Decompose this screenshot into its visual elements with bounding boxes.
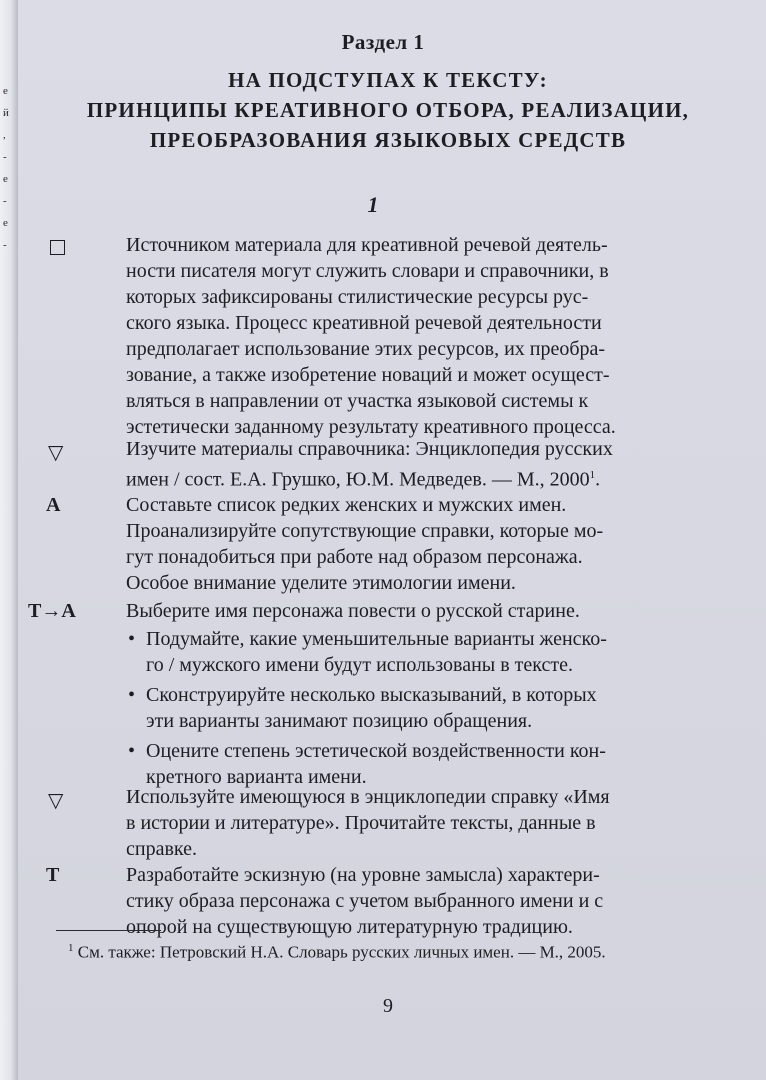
task-marker-t-to-a: Т→А (28, 600, 76, 622)
text-line: гут понадобиться при работе над образом персонажа. (126, 546, 583, 568)
text-line: вляться в направлении от участка языковой системы к (126, 390, 589, 412)
footnote-mark: 1 (68, 942, 74, 954)
triangle-down-icon: ▽ (48, 790, 64, 812)
text-line: Выберите имя персонажа повести о русской старине. (126, 600, 580, 622)
text-line: стику образа персонажа с учетом выбранного имени и с (126, 890, 604, 912)
spine-mark: - (3, 239, 7, 251)
text-line: кретного варианта имени. (146, 766, 367, 788)
section-heading-line-1: НА ПОДСТУПАХ К ТЕКСТУ: (228, 68, 548, 92)
text-line: опорой на существующую литературную традицию. (126, 916, 573, 938)
task-marker-t: Т (46, 864, 60, 886)
text-line: • Оцените степень эстетической воздейственности кон- (146, 740, 606, 762)
task-text (126, 436, 701, 493)
footnote-text: См. также: Петровский Н.А. Словарь русских личных имен. — М., 2005. (73, 942, 606, 962)
text-line: зование, а также изобретение новаций и может осущест- (126, 364, 610, 386)
section-heading-line-2: ПРИНЦИПЫ КРЕАТИВНОГО ОТБОРА, РЕАЛИЗАЦИИ, (86, 98, 690, 122)
text-line: Проанализируйте сопутствующие справки, которые мо- (126, 520, 604, 542)
task-text (126, 784, 701, 862)
spine-marks (3, 80, 13, 256)
book-page (18, 0, 766, 1080)
bullet-item (126, 682, 701, 734)
text-line: эстетически заданному результату креативного процесса. (126, 416, 616, 438)
text-line: справке. (126, 838, 197, 860)
text-line: Используйте имеющуюся в энциклопедии справку «Имя (126, 786, 610, 808)
text-line: предполагает использование этих ресурсов, их преобра- (126, 338, 606, 360)
square-icon (50, 240, 65, 255)
text-line: в истории и литературе». Прочитайте тексты, данные в (126, 812, 596, 834)
text-line: • Подумайте, какие уменьшительные варианты женско- (146, 628, 607, 650)
exercise-number: 1 (367, 192, 379, 217)
text-line: эти варианты занимают позицию обращения. (146, 710, 533, 732)
footnote (68, 942, 606, 963)
section-heading-line-3: ПРЕОБРАЗОВАНИЯ ЯЗЫКОВЫХ СРЕДСТВ (149, 128, 627, 152)
section-title: Раздел 1 (341, 30, 425, 54)
text-line (126, 462, 701, 493)
page-number: 9 (383, 995, 393, 1017)
text-line: Источником материала для креативной речевой деятель- (126, 234, 608, 256)
task-marker-a: А (46, 494, 61, 516)
spine-mark: , (3, 129, 6, 141)
spine-mark: - (3, 151, 7, 163)
text-fragment: имен / сост. Е.А. Грушко, Ю.М. Медведев. — М., 2000 (126, 468, 590, 491)
text-line: Изучите материалы справочника: Энциклопедия русских (126, 438, 613, 460)
book-spine (0, 0, 19, 1080)
spine-mark: е (3, 85, 8, 97)
text-line: го / мужского имени будут использованы в тексте. (146, 654, 573, 676)
bullet-item (126, 626, 701, 678)
footnote-divider (56, 930, 161, 931)
intro-text (126, 232, 701, 440)
text-line: • Сконструируйте несколько высказываний, в которых (146, 684, 597, 706)
bullet-list (126, 626, 701, 794)
spine-mark: - (3, 195, 7, 207)
triangle-down-icon: ▽ (48, 442, 64, 464)
task-text (126, 492, 701, 596)
text-line: ского языка. Процесс креативной речевой деятельности (126, 312, 602, 334)
bullet-item (126, 738, 701, 790)
footnote-ref: 1 (589, 469, 596, 481)
spine-mark: й (3, 107, 9, 119)
spine-mark: е (3, 173, 8, 185)
text-line: которых зафиксированы стилистические ресурсы рус- (126, 286, 589, 308)
text-line: Разработайте эскизную (на уровне замысла) характери- (126, 864, 600, 886)
task-text (126, 598, 701, 624)
text-line: Особое внимание уделите этимологии имени. (126, 572, 516, 594)
text-line: ности писателя могут служить словари и справочники, в (126, 260, 609, 282)
text-fragment: . (595, 468, 601, 491)
text-line: Составьте список редких женских и мужских имен. (126, 494, 567, 516)
task-text (126, 862, 701, 940)
spine-mark: е (3, 217, 8, 229)
